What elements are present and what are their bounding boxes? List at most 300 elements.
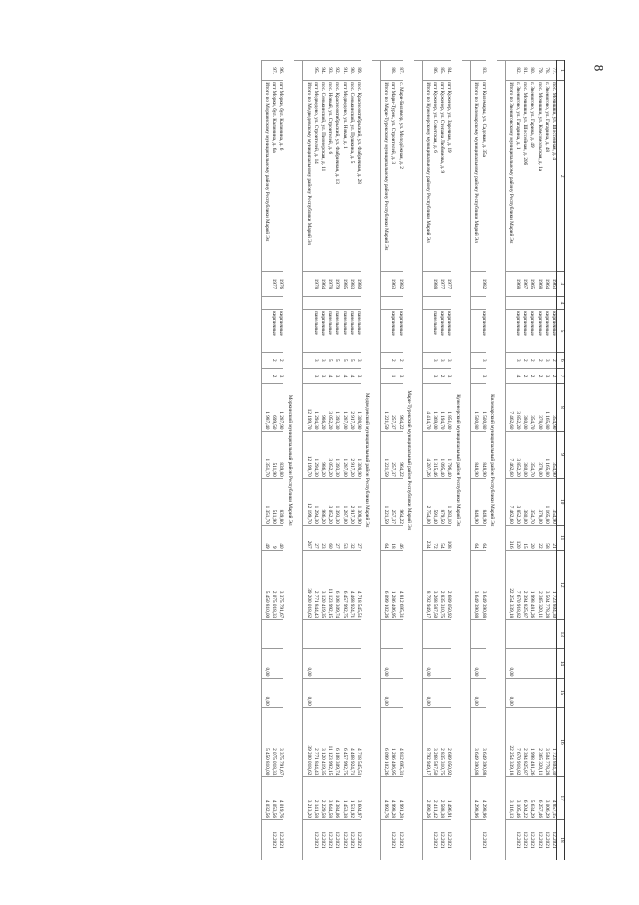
section-heading: Моркинский муниципальный район Республики Марий Эл [286,394,293,526]
table-cell [381,296,389,309]
table-cell: 2 917,20 [347,431,354,478]
table-cell: 12 199,70 [303,478,311,525]
table-cell [303,819,311,860]
table-cell: 88. [388,61,395,81]
table-cell: 3 375 791,67 [276,550,283,620]
table-cell: 1979 [332,272,339,297]
table-cell [444,649,451,678]
table-cell [513,620,520,649]
table-cell: 1 165,80 [542,478,549,525]
table-cell [276,678,283,707]
table-cell: 3 852,20 [513,431,520,478]
table-cell: 1968 [513,272,520,297]
table-row [542,61,549,861]
table-cell: 3 105,46 [513,777,520,820]
table-cell: 5 [332,352,339,368]
table-cell: 3 [542,368,549,384]
table-cell [505,819,513,860]
table-cell: 11 123 992,15 [325,550,332,620]
column-header: 8 [557,384,565,431]
table-cell: 1 221,59 [381,478,389,525]
table-body [261,61,556,861]
table-cell: 2 229,58 [318,777,325,820]
spacer-cell [414,61,423,861]
table-cell: 1 308,90 [354,431,361,478]
table-cell [318,649,325,678]
section-heading: Мари-Турекский муниципальный район Республики Марий Эл [406,390,413,531]
table-cell: кирпичные [395,310,402,353]
table-cell [311,296,318,309]
table-cell: 4 991,28 [395,777,402,820]
table-cell: 27 [354,525,361,550]
table-cell: 4 384,06 [332,777,339,820]
table-cell: 3 [542,352,549,368]
table-cell: 22 [534,525,541,550]
spacer-cell [295,61,304,861]
table-cell: 2 [534,368,541,384]
table-cell: 3 120 419,35 [318,550,325,620]
table-cell: 848,90 [479,431,486,478]
table-cell: 1978 [325,272,332,297]
table-cell: 354,70 [527,478,534,525]
table-row [520,61,527,861]
table-cell [527,620,534,649]
table-cell: 1985 [339,272,346,297]
table-cell: 3 [311,368,318,384]
table-cell: пгт Медведево, ул. Новая, д. 1 [339,81,346,272]
table-cell: 2 771 844,43 [311,707,318,777]
table-cell [534,296,541,309]
table-row [354,61,361,861]
table-cell: 15 [520,525,527,550]
table-cell [430,620,437,649]
table-cell: 380,00 [520,478,527,525]
column-header: 7 [557,368,565,384]
spacer-cell [497,61,506,861]
table-cell [471,272,479,297]
table-cell [395,678,402,707]
section-heading: Куженерский муниципальный район Республики Марий Эл [454,394,461,527]
table-cell [325,649,332,678]
total-row [261,61,269,861]
table-cell [422,368,430,384]
housing-repair-table [261,60,565,860]
table-cell: 1963 [549,272,557,297]
table-cell: 1 796,40 [444,431,451,478]
table-cell: 2 [527,368,534,384]
table-cell: 3 120 419,35 [318,707,325,777]
table-cell: 3 [513,352,520,368]
table-cell: 12.2021 [444,819,451,860]
table-cell [381,819,389,860]
table-cell: 1963 [388,272,395,297]
table-cell [505,368,513,384]
table-cell: 83. [479,61,486,81]
table-cell [444,296,451,309]
table-cell: 2 754,00 [422,478,430,525]
table-cell [325,678,332,707]
table-cell [422,620,430,649]
table-cell [261,352,269,368]
table-cell [269,678,276,707]
section-heading-row [361,61,372,861]
section-spacer [414,61,423,861]
table-row [437,61,444,861]
table-cell: 1965 [527,272,534,297]
table-cell: Итого по Куженерскому муниципальному району Республики Марий Эл [422,81,430,272]
table-cell: кирпичные [276,310,283,353]
table-cell [549,649,557,678]
table-cell [339,620,346,649]
table-cell [354,649,361,678]
table-cell [381,272,389,297]
table-cell: кирпичные [444,310,451,353]
table-cell [261,620,269,649]
table-cell: 97. [269,61,276,81]
table-cell [542,649,549,678]
table-cell [381,310,389,353]
table-cell: 1 294,30 [311,431,318,478]
table-cell [303,310,311,353]
table-cell [527,649,534,678]
table-cell: кирпичные [527,310,534,353]
table-cell [381,61,389,81]
table-cell: 11 123 992,15 [325,707,332,777]
table-cell [513,296,520,309]
table-cell: 5 [339,352,346,368]
table-cell: 1 287,90 [276,384,283,431]
column-header: 14 [557,649,565,678]
table-cell: 64 [479,525,486,550]
table-cell: 72 [430,525,437,550]
table-cell: пгт Куженер, ул. Советская, д. 6 [430,81,437,272]
table-cell [303,620,311,649]
table-cell: 54 [437,525,444,550]
table-cell: 699,50 [269,384,276,431]
table-cell: 839,80 [276,431,283,478]
table-cell: 1 500,80 [479,384,486,431]
table-cell: кирпичные [479,310,486,353]
table-cell: Итого по Килемарскому муниципальному району Республики Марий Эл [471,81,479,272]
table-cell [471,61,479,81]
table-cell: 12.2021 [479,819,486,860]
section-spacer [295,61,304,861]
table-cell: 9 [269,525,276,550]
table-cell [430,296,437,309]
table-cell: 4 [339,368,346,384]
table-cell: 40 [276,525,283,550]
table-cell: 1 315,46 [430,431,437,478]
table-cell: 79. [534,61,541,81]
table-cell: 511,90 [269,478,276,525]
table-cell [269,649,276,678]
table-cell: 2 [520,352,527,368]
table-cell: 3 852,20 [513,384,520,431]
table-cell: 3 649 390,88 [479,550,486,620]
column-header: 17 [557,777,565,820]
table-cell [347,620,354,649]
table-cell: кирпичные [437,310,444,353]
table-cell: 3 [332,368,339,384]
table-cell [534,620,541,649]
table-cell [339,649,346,678]
table-row [444,61,451,861]
table-cell [422,272,430,297]
table-cell [471,310,479,353]
table-cell: 1977 [269,272,276,297]
table-cell [311,649,318,678]
table-cell: 81. [520,61,527,81]
table-cell: пос. Сенькинский, ул. Пушкина, д. 5 [347,81,354,272]
table-cell [430,649,437,678]
table-cell: 257,37 [388,431,395,478]
table-cell: 591,40 [430,478,437,525]
total-row [303,61,311,861]
table-cell [347,296,354,309]
table-cell: 1964 [542,272,549,297]
table-cell: 18 [388,525,395,550]
table-cell [311,620,318,649]
table-cell: 1 287,00 [339,478,346,525]
table-cell [303,296,311,309]
table-cell: 839,80 [276,478,283,525]
column-header: 3 [557,272,565,297]
table-cell: 4 998,28 [388,777,395,820]
table-cell: 12.2021 [549,819,557,860]
table-cell: 12.2021 [520,819,527,860]
table-cell [276,649,283,678]
table-cell [269,620,276,649]
table-cell: 2 588,38 [437,777,444,820]
table-cell: пгт Куженер, ул. Заречная, д. 19 [444,81,451,272]
table-cell: 3 [318,352,325,368]
table-cell: 12.2021 [276,819,283,860]
table-cell: 4 468 924,71 [347,707,354,777]
table-cell: 6 099 102,26 [381,550,389,620]
table-cell: 354,90 [549,384,557,431]
table-cell: пос. Мочишки, ул. Шоссейная, д. 4 [549,81,557,272]
table-cell: 3 116,13 [505,777,513,820]
table-cell: 1 095,40 [437,431,444,478]
total-row [471,61,479,861]
table-cell: кирпичные [388,310,395,353]
table-cell: 511,90 [269,431,276,478]
table-cell: с. Мари-Билямор, ул. Молодёжная, д. 2 [395,81,402,272]
table-cell: 4 718 545,51 [354,707,361,777]
table-cell [269,296,276,309]
table-cell: 1 294,30 [311,478,318,525]
table-cell: 2 394 825,87 [520,550,527,620]
table-cell: 12 199,70 [303,431,311,478]
table-cell [339,296,346,309]
table-cell: 0,00 [303,649,311,678]
table-cell: 6 204,22 [520,777,527,820]
section-heading-row [486,61,497,861]
table-cell [437,649,444,678]
table-cell [527,678,534,707]
table-cell: 1 294,30 [311,384,318,431]
table-cell: 2 090,26 [422,777,430,820]
table-cell [422,61,430,81]
table-cell: 3 268 587,50 [430,550,437,620]
table-row [269,61,276,861]
table-cell: пос. Новый, ул. Строителей, д. 6 [325,81,332,272]
table-cell: 4 812 695,31 [395,550,402,620]
table-cell [347,678,354,707]
table-cell: кирпичные [542,310,549,353]
table-cell [549,678,557,707]
table-cell [542,678,549,707]
table-cell: 1 287,00 [339,431,346,478]
table-cell: 0,00 [422,678,430,707]
table-cell: 12.2021 [325,819,332,860]
table-cell: 1 283,10 [444,478,451,525]
table-cell [444,678,451,707]
table-cell: 7 670 918,82 [513,550,520,620]
table-cell: 120 [513,525,520,550]
table-cell: пос. Сенькинский, ул. Пионерская, д. 11 [318,81,325,272]
table-cell: 91. [339,61,346,81]
table-cell: 12.2021 [347,819,354,860]
table-cell: 22 254 339,18 [505,550,513,620]
table-cell: 4 992,76 [381,777,389,820]
column-header: 12 [557,550,565,620]
table-cell: 1 998 481,26 [527,707,534,777]
table-cell: 1 369,00 [430,384,437,431]
table-cell [505,620,513,649]
table-cell: кирпичные [318,310,325,353]
table-cell: 2 411,42 [430,777,437,820]
table-cell [261,296,269,309]
table-cell: 27 [332,525,339,550]
table-cell: 1 308,90 [354,478,361,525]
table-cell: 1977 [437,272,444,297]
table-cell: 39 200 018,62 [303,550,311,620]
table-cell: 3 [354,368,361,384]
column-header: 10 [557,478,565,525]
table-cell: пос. Краснооктябрьский, ул. Фабричная, д. 13 [332,81,339,272]
table-cell: 2 [520,368,527,384]
table-cell: 1 286 406,95 [388,550,395,620]
table-cell: 3 644,58 [325,777,332,820]
table-cell: 7 462,60 [505,384,513,431]
table-cell: 3 649 390,88 [479,707,486,777]
table-cell: 1967 [520,272,527,297]
column-header: 2 [557,81,565,272]
table-cell: 2 [395,352,402,368]
table-cell: 3 268 587,50 [430,707,437,777]
table-cell: 257,37 [388,384,395,431]
table-cell: 964,22 [395,384,402,431]
table-cell: 267 [303,525,311,550]
table-cell: 1 453,38 [339,777,346,820]
table-cell: 12 199,70 [303,384,311,431]
table-cell: 2 689 050,92 [444,707,451,777]
table-cell [261,310,269,353]
table-cell: 3 052,20 [325,384,332,431]
table-cell: 1964 [318,272,325,297]
table-cell: пос. Мочишки, ул. Комсомольская, д. 1а [534,81,541,272]
table-cell: панельные [354,310,361,353]
table-cell: 64 [471,525,479,550]
table-cell: 39 200 018,62 [303,707,311,777]
table-cell: 2 [276,352,283,368]
table-cell [395,620,402,649]
table-cell: 986,20 [318,478,325,525]
table-cell: 89. [354,61,361,81]
table-cell: 3 213,20 [303,777,311,820]
rotated-page [95,60,565,860]
table-cell [534,649,541,678]
table-cell: 1 496,91 [444,777,451,820]
table-cell: 7 462,60 [505,431,513,478]
table-cell [261,819,269,860]
table-cell: 3 [444,352,451,368]
table-cell [505,352,513,368]
table-cell: 2 689 050,92 [444,550,451,620]
table-cell: 23 [318,525,325,550]
spacer-cell [372,61,381,861]
table-cell: 848,90 [471,478,479,525]
table-cell: 4 [325,368,332,384]
table-cell: панельные [325,310,332,353]
table-cell: 2 [437,368,444,384]
table-cell: 12.2021 [527,819,534,860]
table-cell: 354,70 [527,431,534,478]
column-header: 16 [557,707,565,777]
table-cell: 3 [395,368,402,384]
table-cell: 2 917,20 [347,478,354,525]
table-cell: 1982 [479,272,486,297]
table-row [339,61,346,861]
table-cell: 4 [513,368,520,384]
table-cell [437,678,444,707]
table-cell: 2 917,20 [347,384,354,431]
table-cell: 3 504 778,28 [542,550,549,620]
table-cell [303,352,311,368]
table-cell: 8 792 949,17 [422,550,430,620]
table-cell: 3 [479,368,486,384]
table-cell [381,620,389,649]
table-cell: 4 468 924,71 [347,550,354,620]
table-cell: 12.2021 [395,819,402,860]
column-number-row [557,61,565,861]
table-cell [549,296,557,309]
table-cell: г. Звенигово, ул. Гагарина, д. 48 [542,81,549,272]
table-cell: 1 221,59 [381,384,389,431]
table-cell: 12.2021 [339,819,346,860]
table-cell [276,620,283,649]
table-cell: 1 393,30 [332,478,339,525]
table-cell: 3 [276,368,283,384]
table-cell: 20 [527,525,534,550]
table-cell [520,296,527,309]
table-cell [395,649,402,678]
column-header: 6 [557,352,565,368]
table-cell: 1 393,30 [332,431,339,478]
table-cell: 93. [325,61,332,81]
table-cell [318,620,325,649]
table-cell: 1 194,70 [437,384,444,431]
table-cell: кирпичные [513,310,520,353]
table-cell: панельные [339,310,346,353]
table-cell: 82. [513,61,520,81]
table-cell: 378,00 [534,384,541,431]
table-cell: Итого по Мари-Турекскому муниципальному району Республики Марий Эл [381,81,389,272]
table-cell: 2 [269,368,276,384]
table-cell: 12.2021 [269,819,276,860]
table-cell: 6 457 992,75 [339,707,346,777]
